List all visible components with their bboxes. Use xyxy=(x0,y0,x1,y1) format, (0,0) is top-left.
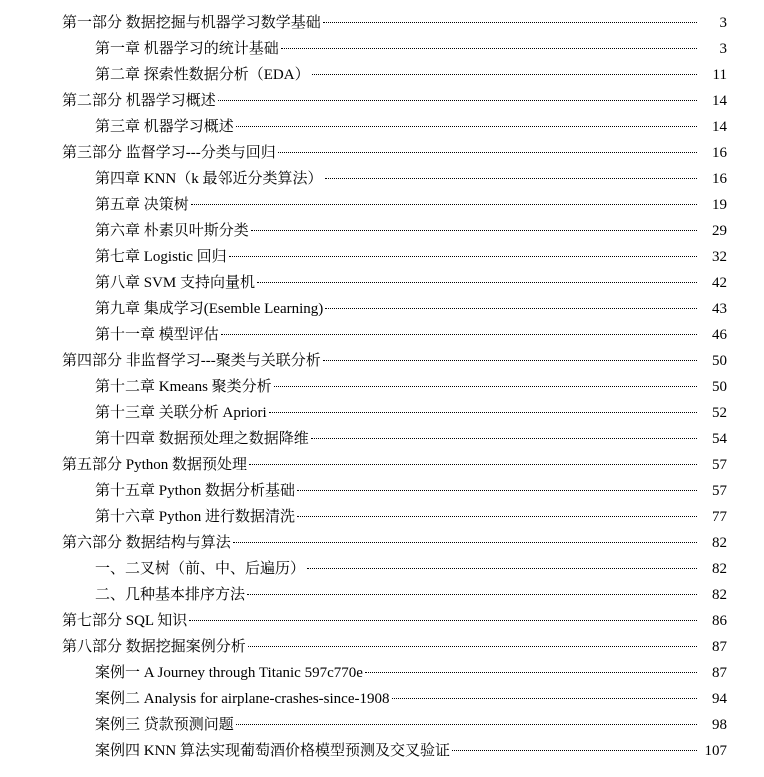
toc-chapter-entry[interactable] xyxy=(0,296,764,322)
toc-part-entry[interactable] xyxy=(0,348,764,374)
toc-part-entry[interactable] xyxy=(0,452,764,478)
toc-chapter-entry[interactable] xyxy=(0,36,764,62)
toc-dot-leader xyxy=(278,152,697,153)
toc-entry-title: 第三章 机器学习概述 xyxy=(95,119,234,135)
toc-page-number: 3 xyxy=(719,41,727,57)
toc-page-number: 16 xyxy=(712,145,727,161)
toc-page-number: 54 xyxy=(712,431,727,447)
toc-page-number: 107 xyxy=(704,743,727,759)
toc-part-entry[interactable] xyxy=(0,530,764,556)
toc-dot-leader xyxy=(311,438,697,439)
toc-dot-leader xyxy=(249,464,697,465)
toc-part-entry[interactable] xyxy=(0,140,764,166)
toc-chapter-entry[interactable] xyxy=(0,374,764,400)
toc-entry-title: 第六章 朴素贝叶斯分类 xyxy=(95,223,249,239)
toc-chapter-entry[interactable] xyxy=(0,218,764,244)
toc-entry-title: 第八章 SVM 支持向量机 xyxy=(95,275,256,291)
toc-chapter-entry[interactable] xyxy=(0,426,764,452)
toc-entry-title: 第九章 集成学习(Esemble Learning) xyxy=(95,301,324,317)
toc-page-number: 57 xyxy=(712,483,727,499)
toc-part-entry[interactable] xyxy=(0,608,764,634)
toc-chapter-entry[interactable] xyxy=(0,478,764,504)
toc-entry-title: 第十一章 模型评估 xyxy=(95,327,219,343)
toc-entry-title: 第四章 KNN（k 最邻近分类算法） xyxy=(95,171,323,187)
toc-entry-title: 第十五章 Python 数据分析基础 xyxy=(95,483,296,499)
toc-chapter-entry[interactable] xyxy=(0,400,764,426)
toc-chapter-entry[interactable] xyxy=(0,582,764,608)
toc-page-number: 14 xyxy=(712,93,727,109)
toc-dot-leader xyxy=(365,672,697,673)
toc-page-number: 46 xyxy=(712,327,727,343)
toc-dot-leader xyxy=(323,360,697,361)
toc-dot-leader xyxy=(274,386,697,387)
toc-entry-title: 第十二章 Kmeans 聚类分析 xyxy=(95,379,272,395)
toc-page-number: 82 xyxy=(712,587,727,603)
toc-chapter-entry[interactable] xyxy=(0,322,764,348)
toc-entry-title: 案例三 贷款预测问题 xyxy=(95,717,234,733)
toc-dot-leader xyxy=(236,724,697,725)
toc-entry-title: 第三部分 监督学习---分类与回归 xyxy=(62,145,276,161)
toc-chapter-entry[interactable] xyxy=(0,166,764,192)
toc-entry-title: 第六部分 数据结构与算法 xyxy=(62,535,231,551)
toc-entry-title: 第二部分 机器学习概述 xyxy=(62,93,216,109)
toc-dot-leader xyxy=(325,308,697,309)
toc-entry-title: 第四部分 非监督学习---聚类与关联分析 xyxy=(62,353,321,369)
toc-page-number: 42 xyxy=(712,275,727,291)
toc-page-number: 16 xyxy=(712,171,727,187)
toc-entry-title: 一、二叉树（前、中、后遍历） xyxy=(95,561,306,577)
toc-chapter-entry[interactable] xyxy=(0,738,764,764)
toc-entry-title: 案例一 A Journey through Titanic 597c770e xyxy=(95,665,363,681)
toc-page-number: 3 xyxy=(719,15,727,31)
toc-page-number: 87 xyxy=(712,639,727,655)
toc-page-number: 87 xyxy=(712,665,727,681)
toc-page-number: 32 xyxy=(712,249,727,265)
toc-entry-title: 第十三章 关联分析 Apriori xyxy=(95,405,267,421)
toc-chapter-entry[interactable] xyxy=(0,192,764,218)
toc-page-number: 52 xyxy=(712,405,727,421)
toc-entry-title: 案例四 KNN 算法实现葡萄酒价格模型预测及交叉验证 xyxy=(95,743,450,759)
toc-chapter-entry[interactable] xyxy=(0,270,764,296)
toc-dot-leader xyxy=(218,100,697,101)
toc-dot-leader xyxy=(229,256,697,257)
toc-dot-leader xyxy=(325,178,698,179)
toc-page-number: 19 xyxy=(712,197,727,213)
toc-dot-leader xyxy=(191,204,697,205)
toc-page-number: 82 xyxy=(712,535,727,551)
toc-dot-leader xyxy=(189,620,697,621)
toc-page-number: 50 xyxy=(712,379,727,395)
toc-entry-title: 第七章 Logistic 回归 xyxy=(95,249,227,265)
toc-page-number: 50 xyxy=(712,353,727,369)
toc-chapter-entry[interactable] xyxy=(0,62,764,88)
toc-dot-leader xyxy=(233,542,697,543)
toc-entry-title: 第一部分 数据挖掘与机器学习数学基础 xyxy=(62,15,321,31)
toc-dot-leader xyxy=(257,282,697,283)
toc-dot-leader xyxy=(452,750,697,751)
toc-page-number: 98 xyxy=(712,717,727,733)
toc-page-number: 57 xyxy=(712,457,727,473)
toc-page-number: 82 xyxy=(712,561,727,577)
toc-dot-leader xyxy=(236,126,697,127)
toc-part-entry[interactable] xyxy=(0,88,764,114)
toc-page-number: 29 xyxy=(712,223,727,239)
toc-dot-leader xyxy=(312,74,697,75)
toc-dot-leader xyxy=(307,568,697,569)
toc-entry-title: 第十六章 Python 进行数据清洗 xyxy=(95,509,296,525)
toc-part-entry[interactable] xyxy=(0,10,764,36)
toc-chapter-entry[interactable] xyxy=(0,556,764,582)
toc-chapter-entry[interactable] xyxy=(0,686,764,712)
toc-entry-title: 案例二 Analysis for airplane-crashes-since-1908 xyxy=(95,691,390,707)
toc-dot-leader xyxy=(323,22,697,23)
toc-dot-leader xyxy=(248,646,697,647)
toc-chapter-entry[interactable] xyxy=(0,660,764,686)
toc-entry-title: 二、几种基本排序方法 xyxy=(95,587,246,603)
toc-page-number: 94 xyxy=(712,691,727,707)
toc-page-number: 43 xyxy=(712,301,727,317)
toc-entry-title: 第五部分 Python 数据预处理 xyxy=(62,457,248,473)
toc-entry-title: 第七部分 SQL 知识 xyxy=(62,613,188,629)
toc-chapter-entry[interactable] xyxy=(0,114,764,140)
toc-chapter-entry[interactable] xyxy=(0,244,764,270)
toc-dot-leader xyxy=(297,516,697,517)
toc-page-number: 86 xyxy=(712,613,727,629)
toc-entry-title: 第五章 决策树 xyxy=(95,197,189,213)
toc-dot-leader xyxy=(392,698,698,699)
toc-dot-leader xyxy=(221,334,697,335)
toc-dot-leader xyxy=(251,230,697,231)
toc-dot-leader xyxy=(281,48,697,49)
toc-part-entry[interactable] xyxy=(0,634,764,660)
toc-chapter-entry[interactable] xyxy=(0,712,764,738)
toc-entry-title: 第十四章 数据预处理之数据降维 xyxy=(95,431,309,447)
toc-chapter-entry[interactable] xyxy=(0,504,764,530)
toc-page-number: 14 xyxy=(712,119,727,135)
toc-dot-leader xyxy=(269,412,697,413)
toc-entry-title: 第八部分 数据挖掘案例分析 xyxy=(62,639,246,655)
toc-page-number: 77 xyxy=(712,509,727,525)
toc-dot-leader xyxy=(247,594,697,595)
toc-page-number: 11 xyxy=(712,67,727,83)
toc-entry-title: 第二章 探索性数据分析（EDA） xyxy=(95,67,310,83)
toc-entry-title: 第一章 机器学习的统计基础 xyxy=(95,41,279,57)
toc-dot-leader xyxy=(297,490,697,491)
